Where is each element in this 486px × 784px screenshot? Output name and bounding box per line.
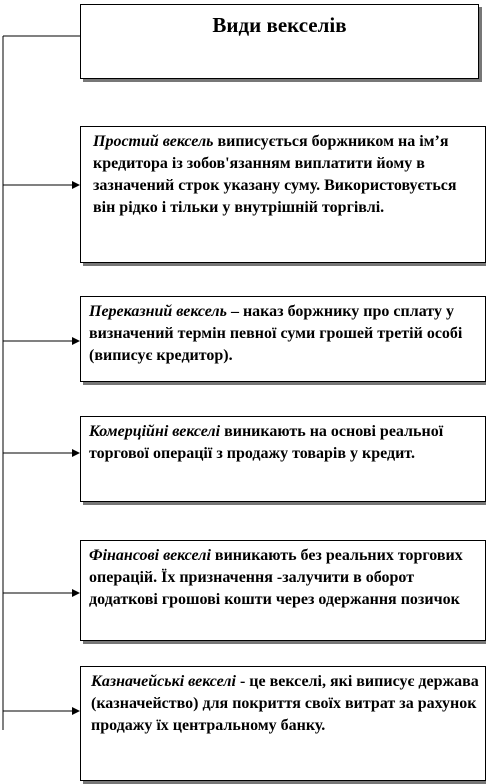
title-box <box>80 4 479 79</box>
simple-bill-term: Простий вексель <box>93 133 214 150</box>
transfer-bill-text <box>81 297 485 367</box>
simple-bill-text <box>81 127 485 219</box>
commercial-bills-text <box>81 417 485 465</box>
commercial-bills-description: виникають на основі реальної торгової операції з продажу товарів у кредит. <box>89 423 444 462</box>
diagram-title: Види векселів <box>212 13 347 37</box>
financial-bills-term: Фінансові векселі <box>89 547 211 564</box>
transfer-bill-term: Переказний вексель <box>89 303 227 320</box>
financial-bills-text <box>81 541 485 611</box>
treasury-bills-text <box>81 667 485 737</box>
treasury-bills-description: - це векселі, які виписує держава (казначейство) для покриття своїх витрат за рахунок продажу їх центральному банку. <box>91 673 479 734</box>
financial-bills-box <box>80 540 486 641</box>
transfer-bill-description: – наказ боржнику про сплату у визначений термін певної суми грошей третій особі (виписує кредитор). <box>89 303 463 364</box>
commercial-bills-box <box>80 416 486 502</box>
transfer-bill-box <box>80 296 486 382</box>
simple-bill-box <box>80 126 486 263</box>
treasury-bills-box <box>80 666 486 781</box>
commercial-bills-term: Комерційні векселі <box>89 423 221 440</box>
simple-bill-description: виписується боржником на ім’я кредитора із зобов'язанням виплатити йому в зазначений строк указану суму. Використовується він рідко і тільки у внутрішній торгівлі. <box>93 133 457 216</box>
financial-bills-description: виникають без реальних торгових операцій. Їх призначення -залучити в оборот додаткові грошові кошти через одержання позичок <box>89 547 463 608</box>
treasury-bills-term: Казначейські векселі <box>91 673 236 690</box>
